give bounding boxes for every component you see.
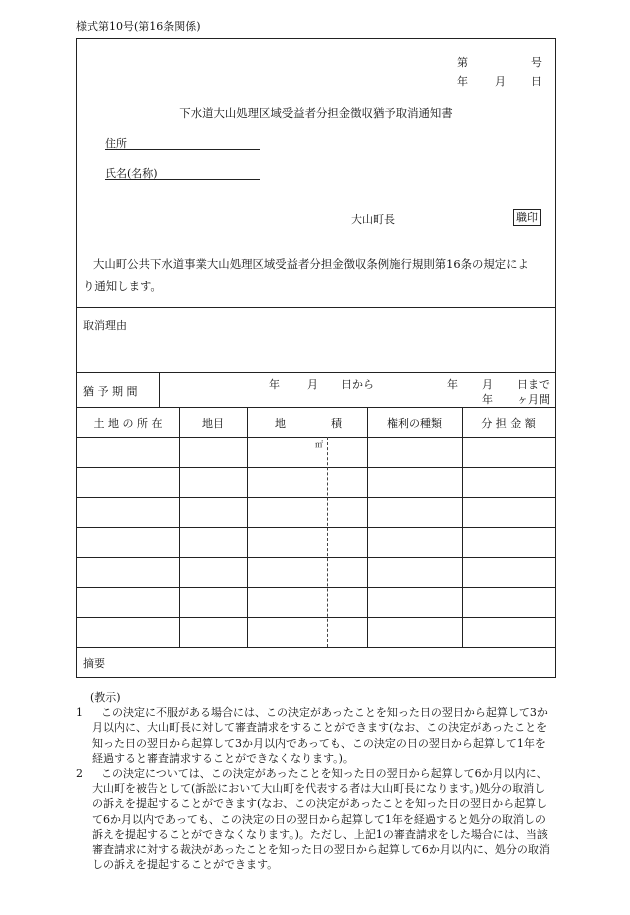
instruction-text: この決定については、この決定があったことを知った日の翌日から起算して6か月以内に、大山町を被告として(訴訟において大山町を代表する者は大山町長になります。)処分の取消しの訴えを提起することができます(なお、この決定があったことを知った日の翌日から起算して6か月以内であっても、この決定の日の翌日から起算して1年を経過すると処分の取消しの訴えを提起することができなくなります。)。ただし、上記1の審査請求をした場合には、当該審査請求に対する裁決があったことを知った日の翌日から起算して6か月以内に、処分の取消しの訴えを提起することができます。 (92, 767, 550, 872)
table-row-line (77, 467, 555, 468)
form-frame (76, 38, 556, 678)
area-decimal-dashed-line (327, 437, 328, 647)
date-day: 日 (531, 75, 542, 88)
instruction-number: 2 (76, 767, 83, 781)
table-row-line (77, 527, 555, 528)
deferral-period-label: 猶 予 期 間 (83, 385, 138, 398)
col-header-land-category: 地目 (202, 417, 224, 430)
number-prefix: 第 (457, 56, 468, 69)
col-header-right-type: 権利の種類 (387, 417, 442, 430)
deferral-to-day: 日まで (517, 378, 550, 391)
deferral-from-year: 年 (269, 378, 280, 391)
col-header-land-location: 土 地 の 所 在 (93, 417, 163, 430)
instruction-item-1 (76, 705, 556, 766)
table-col-line (179, 407, 180, 647)
instructions-section (76, 690, 556, 872)
notice-body-line-1: 大山町公共下水道事業大山処理区域受益者分担金徴収条例施行規則第16条の規定によ (93, 257, 529, 271)
document-title: 下水道大山処理区域受益者分担金徴収猶予取消通知書 (179, 106, 453, 120)
deferral-duration-year: 年 (482, 393, 493, 406)
instruction-text: この決定に不服がある場合には、この決定があったことを知った日の翌日から起算して3か月以内に、大山町長に対して審査請求をすることができます(なお、この決定があったことを知った日の翌日から起算して3か月以内であっても、この決定の日の翌日から起算して1年を経過すると審査請求することができなくなります。)。 (92, 706, 548, 765)
table-row-line (77, 437, 555, 438)
divider-deferral (77, 372, 555, 373)
table-col-line (247, 407, 248, 647)
name-label: 氏名(名称) (105, 167, 158, 180)
deferral-from-day: 日から (341, 378, 374, 391)
deferral-label-divider (159, 372, 160, 407)
table-row-line (77, 617, 555, 618)
divider-table-header (77, 407, 555, 408)
number-suffix: 号 (531, 56, 542, 69)
table-col-line (367, 407, 368, 647)
table-row-line (77, 497, 555, 498)
col-header-area-2: 積 (331, 417, 342, 430)
issuer-title: 大山町長 (351, 213, 395, 226)
notice-body-line-2: り通知します。 (83, 279, 162, 293)
table-row-line (77, 557, 555, 558)
table-row-line (77, 587, 555, 588)
instruction-item-2 (76, 766, 556, 872)
instruction-number: 1 (76, 706, 83, 720)
deferral-from-month: 月 (307, 378, 318, 391)
col-header-area-1: 地 (275, 417, 286, 430)
divider-remarks (77, 647, 555, 648)
deferral-to-year: 年 (447, 378, 458, 391)
name-underline (105, 179, 260, 180)
area-unit: ㎡ (315, 440, 323, 449)
instructions-heading: (教示) (90, 691, 121, 704)
cancel-reason-label: 取消理由 (83, 319, 127, 332)
deferral-duration-month: ヶ月間 (517, 393, 550, 406)
deferral-to-month: 月 (482, 378, 493, 391)
date-month: 月 (495, 75, 506, 88)
col-header-charge-amount: 分 担 金 額 (481, 417, 536, 430)
address-underline (105, 149, 260, 150)
divider-cancel-reason (77, 307, 555, 308)
date-year: 年 (457, 75, 468, 88)
table-col-line (462, 407, 463, 647)
remarks-label: 摘要 (83, 657, 105, 670)
form-number-label: 様式第10号(第16条関係) (76, 20, 201, 33)
official-seal-box: 職印 (513, 209, 541, 226)
address-label: 住所 (105, 137, 127, 150)
